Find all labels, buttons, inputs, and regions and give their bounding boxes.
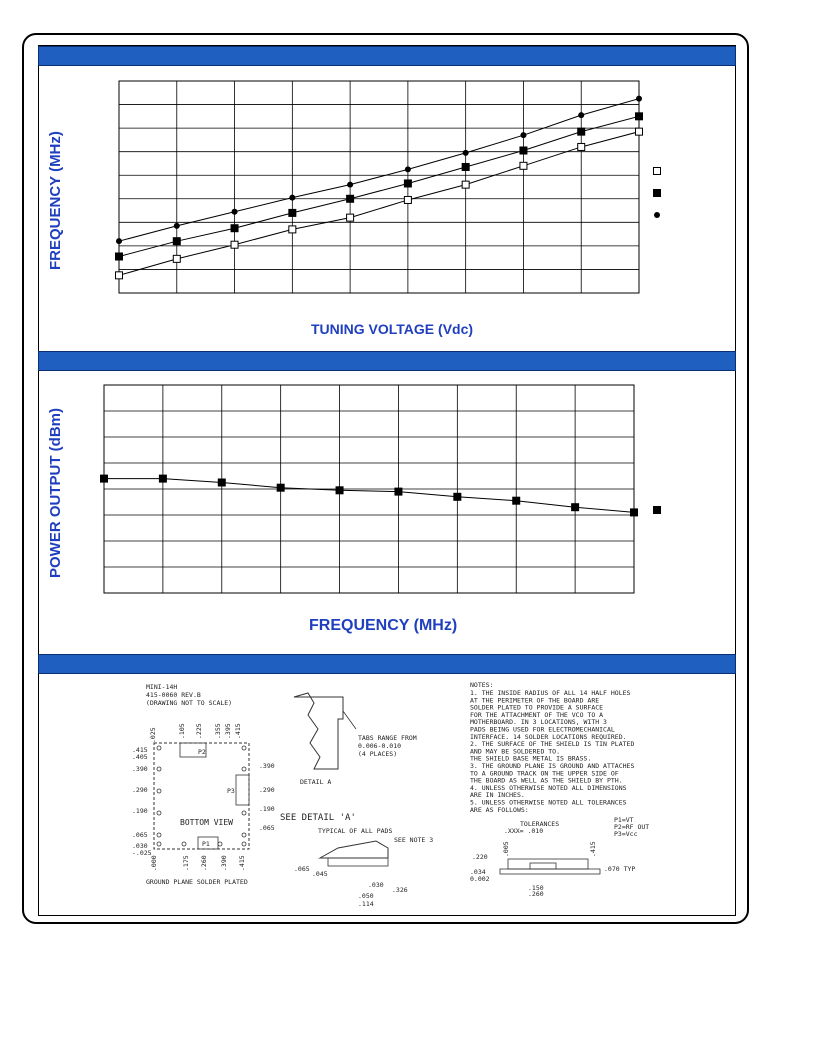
pad-p3 [236,775,249,805]
dim-bottom-3: .390 [220,855,228,871]
chart1-xlabel: TUNING VOLTAGE (Vdc) [311,321,474,337]
drawing-header-2: 415-0060 REV.B [146,691,201,699]
dim-left-7: -.025 [132,849,152,857]
drawing-header-3: (DRAWING NOT TO SCALE) [146,699,233,707]
note-line: 1. THE INSIDE RADIUS OF ALL 14 HALF HOLES [470,689,631,697]
pinout-3: P3=Vcc [614,830,638,838]
detail-a-label: DETAIL A [300,778,332,786]
note-line: PADS BEING USED FOR ELECTROMECHANICAL [470,725,615,734]
section-dim-3: .326 [392,886,408,894]
pad-p1-label: P1 [202,840,210,848]
section-header-power [38,351,736,371]
note-line: ARE AS FOLLOWS: [470,805,529,814]
note-line: 2. THE SURFACE OF THE SHIELD IS TIN PLATED [470,740,635,749]
dim-right-1: .290 [259,786,275,794]
chart2-ylabel: POWER OUTPUT (dBm) [47,408,64,578]
dim-left-6: .030 [132,842,148,850]
note-line: THE BOARD AS WELL AS THE SHIELD BY PTH. [470,776,623,785]
side-view-board [500,869,600,874]
dim-top-4: .395 [224,723,232,739]
pinout-1: P1=VT [614,816,634,824]
notes-title: NOTES: [470,681,494,689]
dim-left-2: .390 [132,765,148,773]
drawing-header-1: MINI-14H [146,683,178,691]
dim-bottom-2: .260 [200,855,208,871]
tabs-note-3: (4 PLACES) [358,750,398,758]
section-dim-5: .114 [358,900,374,908]
dim-left-1: .405 [132,753,148,761]
side-dim-7: .260 [528,890,544,898]
dim-left-4: .190 [132,807,148,815]
side-dim-6: .150 [528,884,544,892]
dim-left-0: .415 [132,746,148,754]
half-holes [157,746,246,846]
tabs-note-2: 0.006-0.010 [358,742,402,750]
dim-top-3: .355 [214,723,222,739]
pad-p3-label: P3 [227,787,235,795]
side-dim-2: .220 [472,853,488,861]
pad-p2-label: P2 [198,748,206,756]
dim-right-3: .065 [259,824,275,832]
note-line: 5. UNLESS OTHERWISE NOTED ALL TOLERANCES [470,798,627,807]
dim-bottom-4: .415 [238,855,246,871]
dim-right-2: .190 [259,805,275,813]
dim-right-0: .390 [259,762,275,770]
typical-label: TYPICAL OF ALL PADS [318,827,393,835]
dim-left-5: .065 [132,831,148,839]
section-dim-0: .065 [294,865,310,873]
chart1-ylabel: FREQUENCY (MHz) [47,131,64,270]
side-dim-1: .415 [589,841,597,857]
note-line: THE SHIELD BASE METAL IS BRASS. [470,754,592,763]
note-line: FOR THE ATTACHMENT OF THE VCO TO A [470,710,604,719]
note-line: MOTHERBOARD. IN 3 LOCATIONS, WITH 3 [470,718,607,727]
dim-bottom-0: .000 [150,855,158,871]
side-dim-0: .005 [502,841,510,857]
dim-top-5: .415 [234,723,242,739]
see-detail-label: SEE DETAIL 'A' [280,813,356,823]
see-note-label: SEE NOTE 3 [394,836,434,844]
dim-top-1: .105 [178,723,186,739]
note-line: AND MAY BE SOLDERED TO. [470,747,561,756]
side-dim-4: 0.002 [470,875,490,883]
mechanical-drawing [38,673,736,916]
tolerance-title: TOLERANCES [520,820,560,828]
pinout-2: P2=RF OUT [614,823,650,831]
note-line: 3. THE GROUND PLANE IS GROUND AND ATTACHES [470,762,635,770]
side-dim-5: .070 TYP [604,865,636,873]
bottom-view-label: BOTTOM VIEW [180,818,233,827]
dim-bottom-1: .175 [182,855,190,871]
detail-a-shape [294,693,343,769]
tabs-note-1: TABS RANGE FROM [358,734,417,742]
note-line: TO A GROUND TRACK ON THE UPPER SIDE OF [470,769,619,778]
tolerance-value: .XXX= .010 [504,827,544,835]
side-dim-3: .034 [470,868,486,876]
section-dim-1: .045 [312,870,328,878]
board-outline [154,743,249,849]
section-view [320,841,388,858]
note-line: SOLDER PLATED TO PROVIDE A SURFACE [470,703,604,712]
notes-block [470,681,634,814]
note-line: ARE IN INCHES. [470,791,525,800]
section-dim-2: .030 [368,881,384,889]
section-header-mechanical [38,654,736,674]
dim-top-0: .025 [149,727,157,743]
chart2-xlabel: FREQUENCY (MHz) [309,617,458,634]
ground-note: GROUND PLANE SOLDER PLATED [146,878,248,886]
section-dim-4: .050 [358,892,374,900]
dim-top-2: .225 [195,723,203,739]
dim-left-3: .290 [132,786,148,794]
note-line: INTERFACE. 14 SOLDER LOCATIONS REQUIRED. [470,732,627,741]
note-line: 4. UNLESS OTHERWISE NOTED ALL DIMENSIONS [470,783,627,792]
section-header-frequency [38,46,736,66]
note-line: AT THE PERIMETER OF THE BOARD ARE [470,696,600,705]
side-view-shield [508,859,588,869]
